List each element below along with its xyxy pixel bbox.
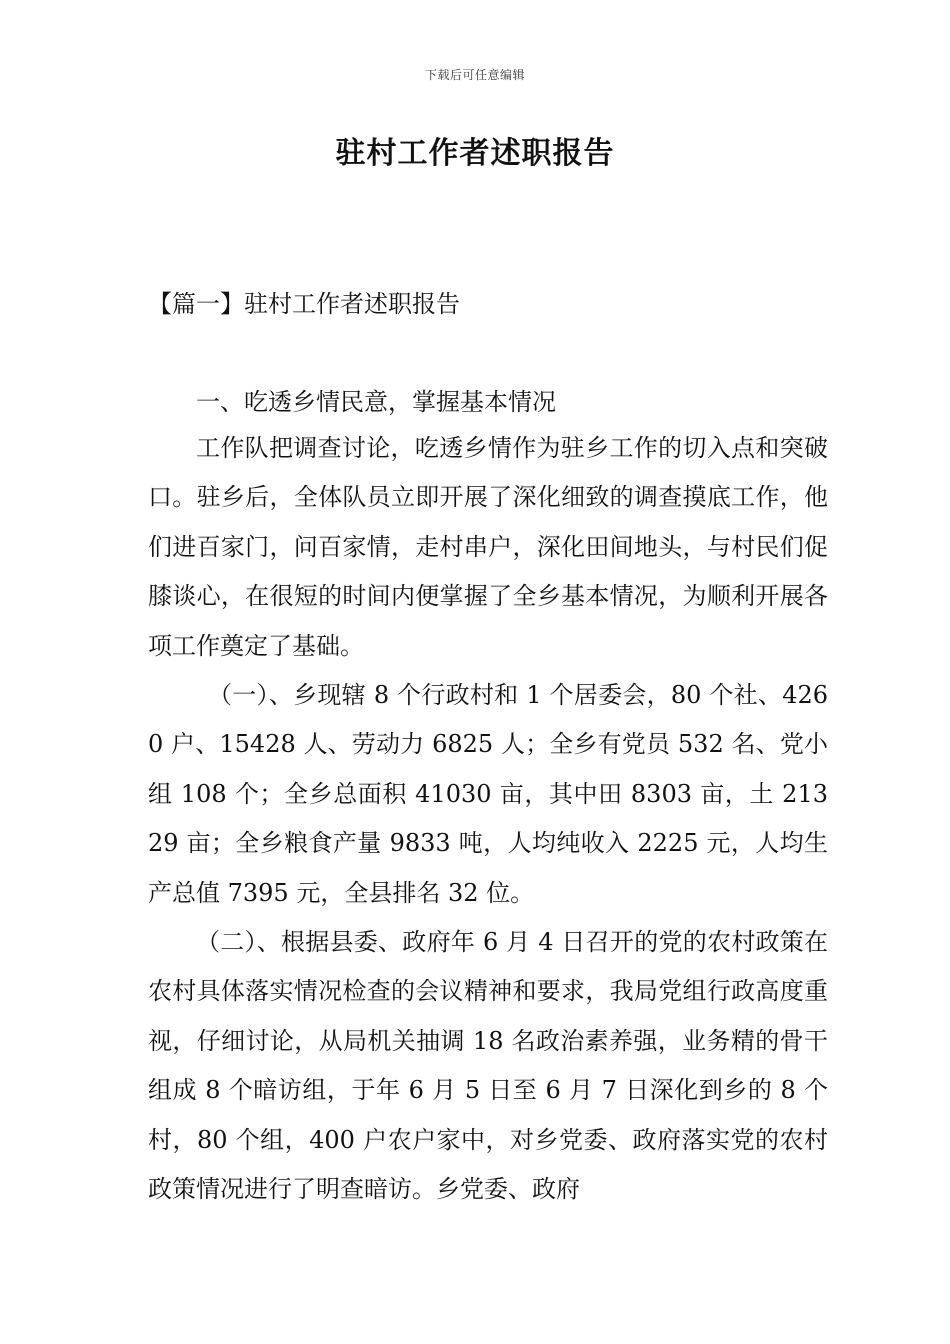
header-note: 下载后可任意编辑 [424,68,525,82]
section-heading: 【篇一】驻村工作者述职报告 [148,290,460,318]
body-text [148,424,828,1215]
sub-heading: 一、吃透乡情民意，掌握基本情况 [196,388,556,416]
paragraph-intro: 工作队把调查讨论，吃透乡情作为驻乡工作的切入点和突破口。驻乡后，全体队员立即开展了深化细致的调查摸底工作，他们进百家门，问百家情，走村串户，深化田间地头，与村民们促膝谈心，在很短的时间内便掌握了全乡基本情况，为顺利开展各项工作奠定了基础。 [148,434,828,660]
document-title: 驻村工作者述职报告 [335,136,615,171]
paragraph-item-two: （二）、根据县委、政府年 6 月 4 日召开的党的农村政策在农村具体落实情况检查的会议精神和要求，我局党组行政高度重视，仔细讨论，从局机关抽调 18 名政治素养强，业务精的骨干组成 8 个暗访组，于年 6 月 5 日至 6 月 7 日深化到乡的 8 个村，80 个组，400 户农户家中，对乡党委、政府落实党的农村政策情况进行了明查暗访。乡党委、政府 [148,928,828,1204]
paragraph-item-one: （一）、乡现辖 8 个行政村和 1 个居委会，80 个社、4260 户、15428 人、劳动力 6825 人；全乡有党员 532 名、党小组 108 个；全乡总面积 41030 亩，其中田 8303 亩，土 21329 亩；全乡粮食产量 9833 吨，人均纯收入 2225 元，人均生产总值 7395 元，全县排名 32 位。 [148,681,828,907]
